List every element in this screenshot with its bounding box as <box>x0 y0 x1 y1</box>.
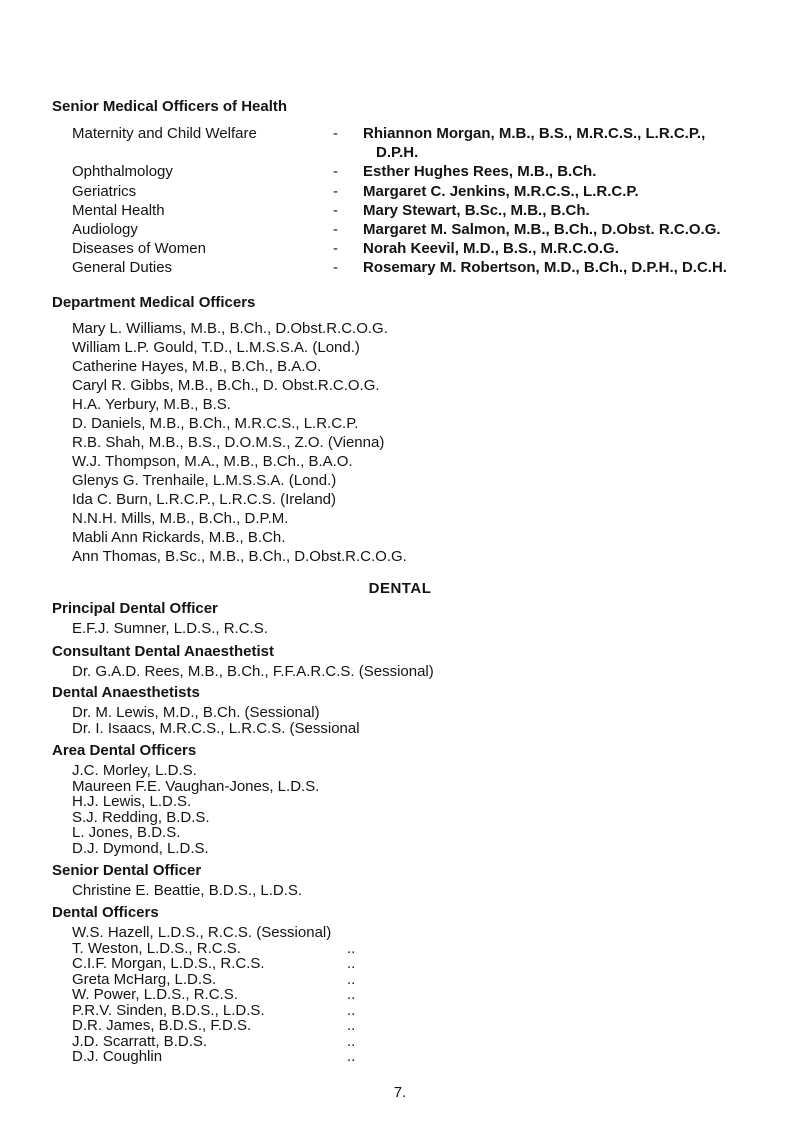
officer-entry: Mary L. Williams, M.B., B.Ch., D.Obst.R.C.O.G. <box>72 320 388 337</box>
dash-separator: - <box>333 259 338 276</box>
specialty-label: Ophthalmology <box>72 163 173 180</box>
officer-entry: D.J. Coughlin <box>72 1048 163 1066</box>
page-number: 7. <box>393 1084 407 1102</box>
specialty-label: Audiology <box>72 221 138 238</box>
senior-moh-row <box>72 240 792 258</box>
officer-entry: D. Daniels, M.B., B.Ch., M.R.C.S., L.R.C.P. <box>72 415 359 432</box>
area-dental-heading: Area Dental Officers <box>52 742 197 760</box>
dept-mo-heading: Department Medical Officers <box>52 294 256 311</box>
dental-section-title: DENTAL <box>368 579 432 597</box>
officer-entry: Christine E. Beattie, B.D.S., L.D.S. <box>72 882 303 900</box>
consultant-anaesthetist-heading: Consultant Dental Anaesthetist <box>52 642 274 660</box>
dash-separator: - <box>333 240 338 257</box>
officer-entry: Glenys G. Trenhaile, L.M.S.S.A. (Lond.) <box>72 472 337 489</box>
senior-dental-heading: Senior Dental Officer <box>52 861 202 879</box>
officer-name: Margaret C. Jenkins, M.R.C.S., L.R.C.P. <box>363 183 639 200</box>
officer-entry: W. Power, L.D.S., R.C.S. <box>72 986 238 1004</box>
officer-entry: Dr. G.A.D. Rees, M.B., B.Ch., F.F.A.R.C.S. (Sessional) <box>72 662 434 680</box>
dash-separator: - <box>333 221 338 238</box>
officer-name: Norah Keevil, M.D., B.S., M.R.C.O.G. <box>363 240 619 257</box>
specialty-label: General Duties <box>72 259 173 276</box>
officer-entry: P.R.V. Sinden, B.D.S., L.D.S. <box>72 1001 265 1019</box>
senior-moh-row <box>72 202 792 220</box>
ditto-marks: .. <box>347 1032 356 1050</box>
specialty-label: Mental Health <box>72 202 165 219</box>
officer-name-continuation: D.P.H. <box>376 144 419 161</box>
senior-moh-row <box>72 163 792 181</box>
officer-entry: T. Weston, L.D.S., R.C.S. <box>72 939 241 957</box>
officer-name: Rhiannon Morgan, M.B., B.S., M.R.C.S., L.R.C.P., <box>363 125 706 142</box>
senior-moh-row <box>72 125 792 143</box>
officer-entry: W.S. Hazell, L.D.S., R.C.S. (Sessional) <box>72 924 332 942</box>
officer-entry: N.N.H. Mills, M.B., B.Ch., D.P.M. <box>72 510 289 527</box>
specialty-label: Geriatrics <box>72 183 137 200</box>
officer-entry: Ida C. Burn, L.R.C.P., L.R.C.S. (Ireland) <box>72 491 336 508</box>
dash-separator: - <box>333 125 338 142</box>
officer-entry: E.F.J. Sumner, L.D.S., R.C.S. <box>72 620 268 638</box>
dash-separator: - <box>333 163 338 180</box>
dash-separator: - <box>333 183 338 200</box>
ditto-marks: .. <box>347 986 356 1004</box>
senior-moh-heading: Senior Medical Officers of Health <box>52 98 288 115</box>
specialty-label: Diseases of Women <box>72 240 206 257</box>
ditto-marks: .. <box>347 1048 356 1066</box>
senior-moh-row-continuation <box>72 144 792 162</box>
officer-entry: S.J. Redding, B.D.S. <box>72 808 210 826</box>
officer-entry: Ann Thomas, B.Sc., M.B., B.Ch., D.Obst.R.C.O.G. <box>72 548 407 565</box>
specialty-label: Maternity and Child Welfare <box>72 125 257 142</box>
principal-dental-heading: Principal Dental Officer <box>52 600 218 618</box>
officer-name: Mary Stewart, B.Sc., M.B., B.Ch. <box>363 202 590 219</box>
officer-name: Rosemary M. Robertson, M.D., B.Ch., D.P.H., D.C.H. <box>363 259 727 276</box>
officer-entry: Greta McHarg, L.D.S. <box>72 970 217 988</box>
officer-entry: L. Jones, B.D.S. <box>72 824 181 842</box>
officer-entry: D.R. James, B.D.S., F.D.S. <box>72 1017 252 1035</box>
officer-name: Esther Hughes Rees, M.B., B.Ch. <box>363 163 597 180</box>
officer-entry: Mabli Ann Rickards, M.B., B.Ch. <box>72 529 286 546</box>
ditto-marks: .. <box>347 1017 356 1035</box>
dental-officers-heading: Dental Officers <box>52 904 159 922</box>
officer-entry: C.I.F. Morgan, L.D.S., R.C.S. <box>72 955 265 973</box>
officer-entry: William L.P. Gould, T.D., L.M.S.S.A. (Lond.) <box>72 339 360 356</box>
officer-entry: R.B. Shah, M.B., B.S., D.O.M.S., Z.O. (Vienna) <box>72 434 385 451</box>
officer-entry: Catherine Hayes, M.B., B.Ch., B.A.O. <box>72 358 322 375</box>
ditto-marks: .. <box>347 1001 356 1019</box>
ditto-marks: .. <box>347 955 356 973</box>
ditto-marks: .. <box>347 970 356 988</box>
senior-moh-row <box>72 221 792 239</box>
senior-moh-row <box>72 259 792 277</box>
officer-entry: W.J. Thompson, M.A., M.B., B.Ch., B.A.O. <box>72 453 353 470</box>
officer-entry: Maureen F.E. Vaughan-Jones, L.D.S. <box>72 777 320 795</box>
officer-name: Margaret M. Salmon, M.B., B.Ch., D.Obst. R.C.O.G. <box>363 221 721 238</box>
officer-entry: Caryl R. Gibbs, M.B., B.Ch., D. Obst.R.C.O.G. <box>72 377 380 394</box>
officer-entry: H.A. Yerbury, M.B., B.S. <box>72 396 231 413</box>
senior-moh-row <box>72 183 792 201</box>
dental-anaesthetists-heading: Dental Anaesthetists <box>52 684 200 702</box>
officer-entry: Dr. I. Isaacs, M.R.C.S., L.R.C.S. (Sessional <box>72 719 360 737</box>
officer-entry: D.J. Dymond, L.D.S. <box>72 839 209 857</box>
officer-entry: J.D. Scarratt, B.D.S. <box>72 1032 208 1050</box>
dash-separator: - <box>333 202 338 219</box>
officer-entry: Dr. M. Lewis, M.D., B.Ch. (Sessional) <box>72 704 320 722</box>
officer-entry: J.C. Morley, L.D.S. <box>72 762 197 780</box>
ditto-marks: .. <box>347 939 356 957</box>
officer-entry: H.J. Lewis, L.D.S. <box>72 793 192 811</box>
